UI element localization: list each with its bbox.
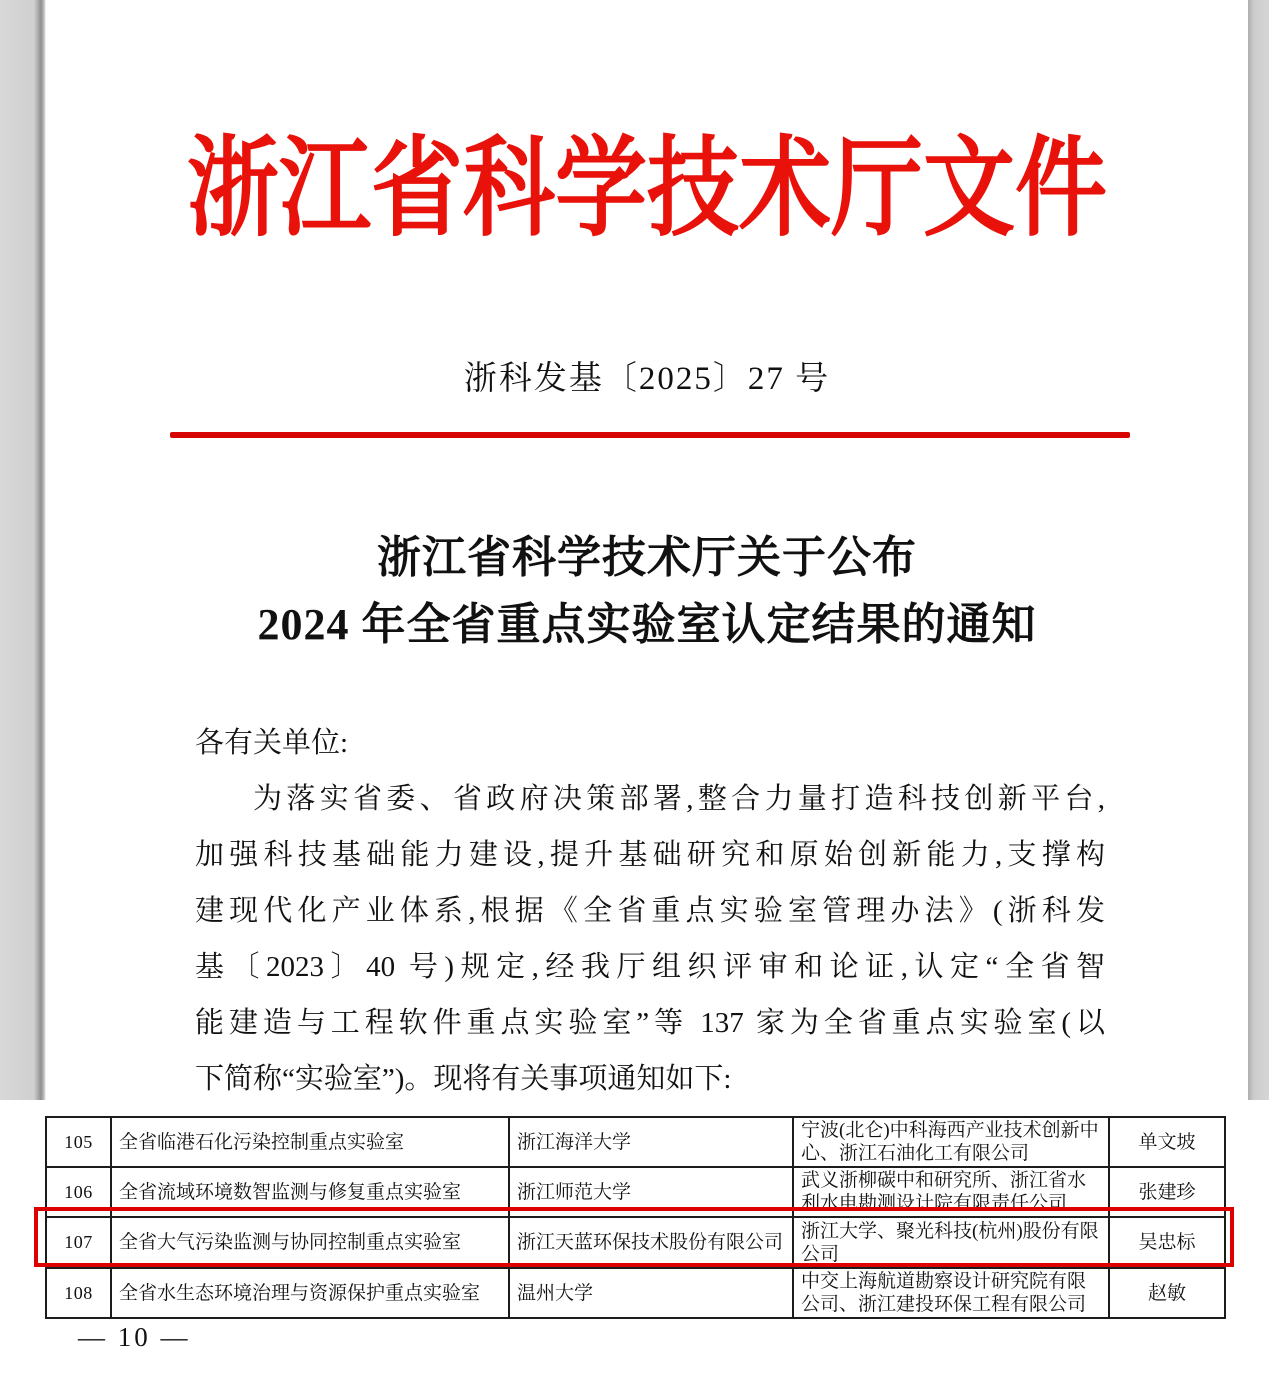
cell-director: 吴忠标	[1109, 1217, 1225, 1268]
notice-title	[46, 524, 1248, 658]
document-body	[195, 715, 1105, 1107]
body-line: 能建造与工程软件重点实验室”等 137 家为全省重点实验室(以	[195, 1007, 1105, 1039]
cell-director: 赵敏	[1109, 1268, 1225, 1318]
cell-row-number: 105	[46, 1117, 111, 1167]
cell-lab-name: 全省流域环境数智监测与修复重点实验室	[111, 1167, 509, 1217]
cell-institution: 浙江海洋大学	[509, 1117, 793, 1167]
cell-institution: 浙江天蓝环保技术股份有限公司	[509, 1217, 793, 1268]
table-row	[46, 1167, 1225, 1217]
page-number: — 10 —	[78, 1322, 191, 1352]
cell-institution: 温州大学	[509, 1268, 793, 1318]
cell-lab-name: 全省临港石化污染控制重点实验室	[111, 1117, 509, 1167]
notice-title-line1: 浙江省科学技术厅关于公布	[377, 533, 917, 582]
body-line: 加强科技基础能力建设,提升基础研究和原始创新能力,支撑构	[195, 839, 1105, 871]
lab-table	[45, 1116, 1226, 1319]
cell-partners: 宁波(北仑)中科海西产业技术创新中心、浙江石油化工有限公司	[793, 1117, 1109, 1167]
cell-lab-name: 全省大气污染监测与协同控制重点实验室	[111, 1217, 509, 1268]
table-row	[46, 1117, 1225, 1167]
cell-lab-name: 全省水生态环境治理与资源保护重点实验室	[111, 1268, 509, 1318]
cell-partners: 中交上海航道勘察设计研究院有限公司、浙江建投环保工程有限公司	[793, 1268, 1109, 1318]
cell-director: 单文坡	[1109, 1117, 1225, 1167]
cell-partners: 浙江大学、聚光科技(杭州)股份有限公司	[793, 1217, 1109, 1268]
cell-director: 张建珍	[1109, 1167, 1225, 1217]
cell-partners: 武义浙柳碳中和研究所、浙江省水利水电勘测设计院有限责任公司	[793, 1167, 1109, 1217]
salutation: 各有关单位:	[195, 727, 349, 759]
red-divider-line	[170, 432, 1130, 438]
body-line: 下简称“实验室”)。现将有关事项通知如下:	[195, 1063, 732, 1095]
cell-row-number: 106	[46, 1167, 111, 1217]
table-row-highlighted	[46, 1217, 1225, 1268]
body-line: 基〔2023〕40 号)规定,经我厅组织评审和论证,认定“全省智	[195, 951, 1105, 983]
cell-row-number: 108	[46, 1268, 111, 1318]
page-left-margin	[0, 0, 46, 1112]
cell-institution: 浙江师范大学	[509, 1167, 793, 1217]
body-line: 为落实省委、省政府决策部署,整合力量打造科技创新平台,	[253, 783, 1105, 815]
cell-row-number: 107	[46, 1217, 111, 1268]
document-header-title: 浙江省科学技术厅文件	[186, 128, 1107, 250]
body-line: 建现代化产业体系,根据《全省重点实验室管理办法》(浙科发	[195, 895, 1105, 927]
notice-title-line2: 2024 年全省重点实验室认定结果的通知	[257, 600, 1037, 649]
document-number: 浙科发基〔2025〕27 号	[463, 361, 831, 397]
table-row	[46, 1268, 1225, 1318]
page-right-margin	[1248, 0, 1269, 1112]
table-section	[0, 1100, 1269, 1386]
